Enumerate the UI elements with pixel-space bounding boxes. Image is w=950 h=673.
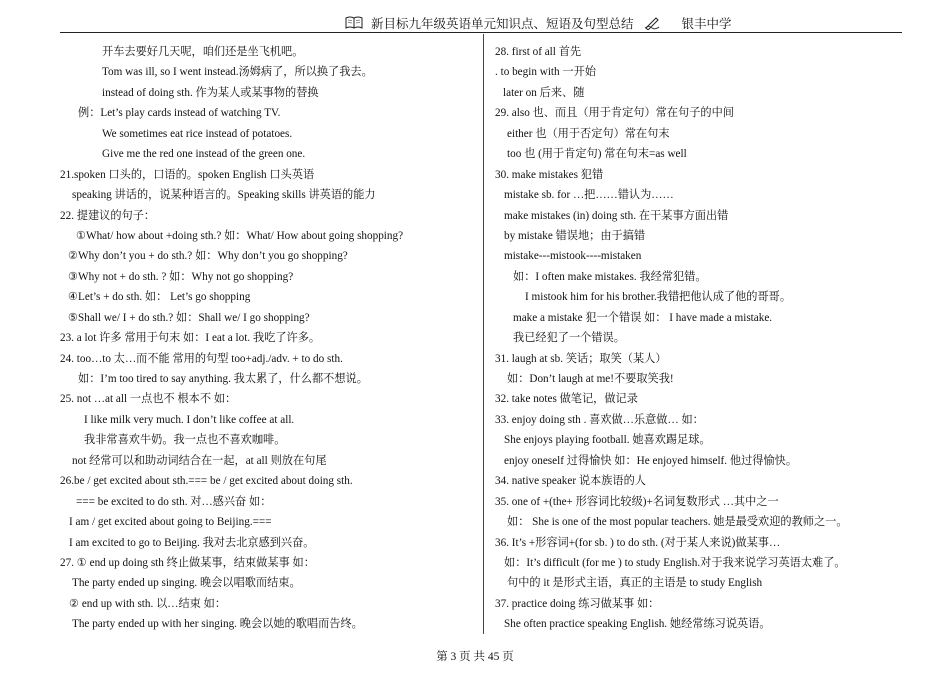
text-line: ② end up with sth. 以…结束 如：: [69, 597, 227, 610]
text-line: We sometimes eat rice instead of potatoes.: [102, 127, 293, 140]
text-line: 21.spoken 口头的，口语的。spoken English 口头英语: [60, 168, 315, 181]
header-rule: [60, 32, 902, 33]
page-header: [345, 13, 732, 33]
text-line: Give me the red one instead of the green one.: [102, 148, 306, 161]
open-book-icon: [345, 16, 363, 30]
header-school: 银丰中学: [681, 17, 732, 31]
text-line: later on 后来、随: [503, 86, 585, 99]
text-line: mistake sb. for …把……错认为……: [504, 189, 674, 202]
text-line: === be excited to do sth. 对…感兴奋 如：: [76, 495, 272, 508]
left-column: [60, 42, 478, 635]
text-line: 29. also 也、而且（用于肯定句）常在句子的中间: [495, 107, 734, 120]
text-line: not 经常可以和助动词结合在一起，at all 则放在句尾: [72, 454, 327, 467]
text-line: I am / get excited about going to Beijing.===: [69, 516, 272, 529]
text-line: 例：Let’s play cards instead of watching TV.: [78, 107, 281, 120]
text-line: She often practice speaking English. 她经常练习说英语。: [504, 618, 771, 631]
text-line: 如：Don’t laugh at me!不要取笑我!: [507, 373, 674, 385]
text-line: ④Let’s + do sth. 如： Let’s go shopping: [68, 291, 251, 304]
text-line: too 也 (用于肯定句) 常在句末=as well: [507, 148, 687, 161]
text-line: 28. first of all 首先: [495, 46, 582, 58]
text-line: mistake---mistook----mistaken: [504, 250, 642, 263]
text-line: 我非常喜欢牛奶。我一点也不喜欢咖啡。: [84, 434, 286, 447]
text-line: ②Why don’t you + do sth.? 如：Why don’t you go shopping?: [68, 250, 348, 263]
text-line: make mistakes (in) doing sth. 在干某事方面出错: [504, 209, 729, 222]
text-line: I am excited to go to Beijing. 我对去北京感到兴奋。: [69, 536, 315, 549]
text-line: Tom was ill, so I went instead.汤姆病了，所以换了我去。: [102, 66, 373, 79]
text-line: She enjoys playing football. 她喜欢踢足球。: [504, 434, 711, 447]
text-line: 27. ① end up doing sth 终止做某事，结束做某事 如：: [60, 556, 315, 569]
text-line: 如： She is one of the most popular teachers. 她是最受欢迎的教师之一。: [507, 516, 848, 529]
page-number: 第 3 页 共 45 页: [436, 651, 514, 663]
text-line: 26.be / get excited about sth.=== be / get excited about doing sth.: [60, 475, 353, 488]
column-divider: [483, 34, 484, 634]
text-line: 句中的 it 是形式主语，真正的主语是 to study English: [507, 577, 763, 590]
text-line: 开车去要好几天呢，咱们还是坐飞机吧。: [102, 46, 304, 58]
text-line: 32. take notes 做笔记，做记录: [495, 393, 638, 406]
text-line: 如：I often make mistakes. 我经常犯错。: [513, 270, 707, 283]
text-line: 34. native speaker 说本族语的人: [495, 475, 646, 488]
text-line: instead of doing sth. 作为某人或某事物的替换: [102, 86, 319, 99]
text-line: ③Why not + do sth. ? 如：Why not go shopping?: [68, 270, 294, 283]
page-footer: [0, 648, 950, 664]
text-line: ⑤Shall we/ I + do sth.? 如：Shall we/ I go shopping?: [68, 311, 310, 324]
text-line: 37. practice doing 练习做某事 如：: [495, 597, 660, 610]
text-line: 25. not …at all 一点也不 根本不 如：: [60, 393, 237, 406]
text-line: by mistake 错误地；由于搞错: [504, 229, 646, 242]
text-line: either 也（用于否定句）常在句末: [507, 127, 670, 140]
text-line: 30. make mistakes 犯错: [495, 168, 604, 181]
text-line: 36. It’s +形容词+(for sb. ) to do sth. (对于某人来说)做某事…: [495, 536, 781, 549]
text-line: speaking 讲话的，说某种语言的。Speaking skills 讲英语的能力: [72, 189, 376, 202]
header-title: 新目标九年级英语单元知识点、短语及句型总结: [371, 17, 634, 31]
text-line: The party ended up singing. 晚会以唱歌而结束。: [72, 577, 301, 590]
text-line: make a mistake 犯一个错误 如： I have made a mistake.: [513, 311, 773, 324]
text-line: 我已经犯了一个错误。: [513, 332, 625, 345]
text-line: ①What/ how about +doing sth.? 如：What/ How about going shopping?: [76, 229, 404, 242]
text-line: I mistook him for his brother.我错把他认成了他的哥哥。: [525, 291, 792, 304]
text-line: 24. too…to 太…而不能 常用的句型 too+adj./adv. + to do sth.: [60, 352, 343, 365]
text-line: The party ended up with her singing. 晚会以她的歌唱而告终。: [72, 618, 363, 631]
text-line: 如：It’s difficult (for me ) to study English.对于我来说学习英语太难了。: [504, 556, 846, 569]
text-line: 35. one of +(the+ 形容词比较级)+名词复数形式 …其中之一: [495, 495, 779, 508]
text-line: 31. laugh at sb. 笑话；取笑（某人）: [495, 352, 667, 365]
text-line: 23. a lot 许多 常用于句末 如：I eat a lot. 我吃了许多。: [60, 332, 321, 345]
text-line: enjoy oneself 过得愉快 如：He enjoyed himself. 他过得愉快。: [504, 454, 798, 467]
text-line: I like milk very much. I don’t like coffee at all.: [84, 413, 295, 426]
text-line: 如：I’m too tired to say anything. 我太累了，什么都不想说。: [78, 373, 368, 385]
right-column: [495, 42, 900, 635]
text-line: . to begin with 一开始: [495, 66, 596, 79]
text-line: 33. enjoy doing sth . 喜欢做…乐意做… 如：: [495, 413, 704, 426]
text-line: 22. 提建议的句子：: [60, 209, 156, 222]
pen-writing-icon: [644, 16, 660, 30]
